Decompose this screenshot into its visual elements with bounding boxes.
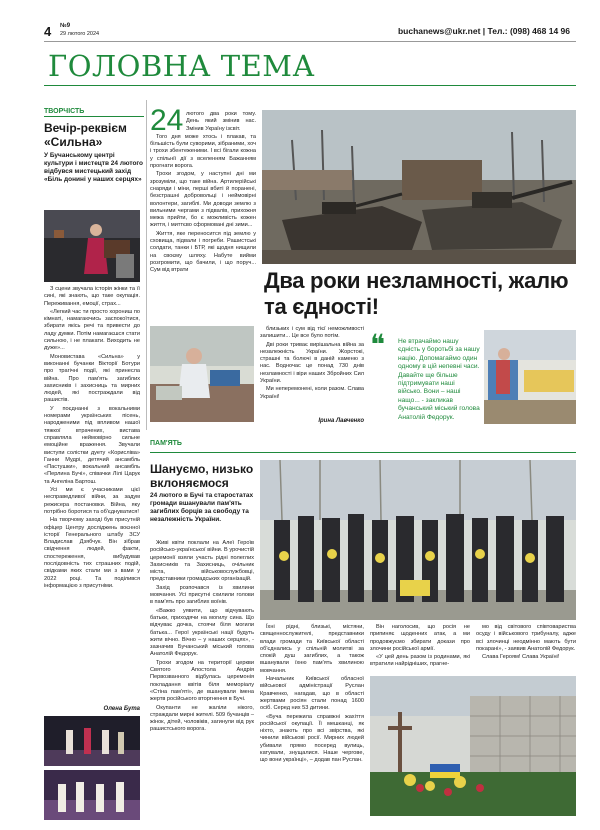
contact-line [398,26,570,36]
issue-number: №9 [60,23,71,29]
creativity-title: Вечір-реквієм «Сильна» [44,121,127,149]
memory-paragraph: Він наголосив, що росія не припиняє щоденних атак, а ми продовжуємо збирати докази про злочини російської армії. [370,624,470,652]
memory-paragraph: «Важко уявити, що відчувають батьки, приходячи на могилу сина. Що відчуває дочка, стоячи біля могили батька... Герої українські нації будуть жити вічно. Вічно – у наших серцях», - зазначив Бучанський міський голова Анатолій Федорук. [150,607,254,658]
drop-cap: 24 [150,104,184,137]
memory-paragraph: «Буча пережила справжні жахіття російської окупації. Її мешканці, як ніхто, знають про всі звірства, які чинили військові росії. Мирних людей убивали прямо посеред вулиць, катували, знущалися. Наше чергове, що вони українці», – додав пан Руслан. [260,713,364,764]
memory-column-1 [150,540,254,780]
memory-column-4 [476,624,576,674]
phone-text: | Тел.: (098) 468 14 96 [482,26,570,36]
main-paragraph: Ми неперемонені, коли разом. Слава Україні! [260,386,364,400]
memory-paragraph: Захід розпочався із хвилини мовчання. Усі присутні схилили голови в пам'ять про загиблих воїнів. [150,584,254,606]
creativity-body [44,286,140,704]
main-paragraph: Трохи згодом, у наступні дні ми зрозуміли, що таке війна. Артилерійські снаряди і міни, перші вбиті й поранені, безстрашні добровольці і неймовірні волонтери, загиблі. Ми доводи землю з вильними чергами з підвалів, прихожня межа прийти, бо є можливість кожен життя, і миттєво сформовані дні зими... [150,171,256,229]
memory-paragraph: Начальник Київської обласної військової адміністрації Руслан Кравченко, нагадав, що в області жертвами росіян стали понад 1600 осіб. Серед них 53 дитини. [260,676,364,712]
memory-column-3 [370,624,470,668]
performer-photo [44,210,140,282]
memory-column-2 [260,624,364,814]
creativity-lead: У Бучанському центрі культури і мистецтв 24 лютого відбувся мистецький захід «Біль донині у наших серцях» [44,152,144,183]
creativity-paragraph: У поєднанні з вокальними номерами українських пісень, народженими під впливом нашої тяжкої втрачених, вистава справляла неймовірно сильне емоційне враження. Звучали виступи солістки дуету «Корисліва» Ганни Мудрі, детячий ансамбль «Пастушки», вокальний ансамбль «Перлина Бучі», співачки Лілі Царук та Ангеліна Бартош. [44,405,140,485]
section-title: ГОЛОВНА ТЕМА [48,49,315,83]
creativity-author: Олена Бута [103,706,140,712]
email-text: buchanews@ukr.net [397,26,481,36]
memory-paragraph: Слава Героям! Слава Україні! [482,654,560,661]
memory-lead: 24 лютого в Бучі та старостатах громади вшанували пам'ять загиблих борців за свободу та незалежність України. [150,492,254,523]
section-title-rule [44,85,576,86]
memory-paragraph: Живі квіти поклали на Алеї Героїв російсько-української війни. В урочистій церемонії взяли участь рідні полеглих Захисників та Захисниць, очільник міста, військовослужбовці, представники громадських організацій. [150,540,254,583]
memory-title: Шануємо, низько вклоняємося [150,462,254,490]
quote-mark: ❝ [370,328,386,361]
creativity-paragraph: Усі ми є учасниками цієї несправедливої війни, за задум режисера постановки. Війна, яку потрібно боротися та об'єднуватися! [44,487,140,515]
stage-photo-top [44,716,140,766]
stage-photo-bottom [44,770,140,820]
main-paragraph: Дві роки триває вирішальна війна за незалежність України. Жорстокі, страшні та болючі в даній каменю з нас. Водночас це понад 730 днів незламності і віри наших Збройних Сил України. [260,341,364,385]
main-headline: Два роки незламності, жалю та єдності! [264,268,569,319]
main-paragraph: Життя, яке переносится під землю у сховища, підвали і погреби. Рашистські солдати, танки і БТР, які щодня нищили на своєму шляху. Набуте вийми розгромити, що бачили, і що поруч... Сум від втрати [150,230,256,274]
memory-paragraph: мо від світового співтовариства осуду і військового трибуналу, адже всі злочинці неодмінно мають бути покарані», - заявив Анатолій Федорук. [476,624,576,652]
rubric-creativity: ТВОРЧІСТЬ [44,108,144,117]
memory-paragraph: Трохи згодом на території церкви Святого Апостола Андрія Первозванного відбулась церемонія покладання квітів біля меморіалу «Стіна пам'яті», де вшанували імена жертв російського вторгнення в Бучі. [150,659,254,703]
market-photo [484,330,576,424]
volunteer-kitchen-photo [150,326,254,422]
issue-date: 29 лютого 2024 [60,31,100,37]
memory-paragraph: «У цей день разом із родинами, які втратили найрідніших, прагне- [370,654,470,668]
destroyed-vehicles-photo [262,110,576,264]
main-column-2 [260,326,364,416]
main-paragraph: близьких і сум від тієї неможливості залишити... Це все було потім. [260,326,364,340]
memory-paragraph: Їхні рідні, близькі, містяни, священнослужителі, представники влади громади та Київської області об'єднались у спільній молитві за спокій душ загиблих, а також вшанували їхню пам'ять хвилиною мовчання. [260,624,364,674]
creativity-paragraph: «Легкий час ти просто хорониш по кімнаті, намагаючись заспокоїтися, збирати якісь речі та привести до ладу думки. Потім намагаєшся стати сильною, і не плакати. Виходить не дуже»... [44,308,140,352]
header-rule [44,41,576,42]
page-header [44,22,576,46]
creativity-paragraph: На творчому заході був присутній офіцер Центру досліджень воєнної історії Генерального штабу ЗСУ Владислав Дзябчук. Він зібрав свідчення людей, факти, спостереження, вибудував послідовність тих страшних подій, свідками яких стали ми з вами у 2022 році. Та поділився інформацією з присутніми. [44,517,140,589]
creativity-paragraph: З сцени звучала історія жінки та її сині, які знають, що таке окупація. Переживання, емоції, страх... [44,286,140,307]
main-paragraph: лютого два роки тому. День який змінив нас. Змінив Україну ізсвіт. [186,111,256,132]
memory-section-rule [150,452,576,453]
page-number: 4 [44,24,52,39]
memory-paragraph: Окупанти не жаліли нікого, страждали мирні жителі. 509 бучанців – жінок, дітей, чоловіків, загинули від рук рашистського ворога. [150,704,254,733]
creativity-paragraph: Моновистава «Сильна» у виконанні бучанки Вікторії Ботури про трагічні події, які принесла війна. Про пам'ять загиблих захисників і захисниць та мирних людей, які постраждали від рашистів. [44,353,140,404]
rubric-memory: ПАМ'ЯТЬ [150,440,182,447]
column-divider [146,100,147,430]
wall-of-memory-photo [370,676,576,816]
quote-text: Не втрачаймо нашу єдність у боротьбі за нашу націю. Допомагаймо один одному в цій непевні часи. Давайте ще більше підтримувати наші військо. Вони – наші нащо... - закликав бучанський міський голова Анатолій Федорук. [398,338,480,421]
main-paragraph: Того дня може хтось і плакав, та більшість були суворими, зібраними, хоч і трохи збентеженими. І всі бігали кожна у спільнії дії з вселенням Бажанням прогнати ворога. [150,133,256,170]
main-author: Ірина Лавченко [318,418,364,424]
memorial-ceremony-photo [260,460,576,620]
